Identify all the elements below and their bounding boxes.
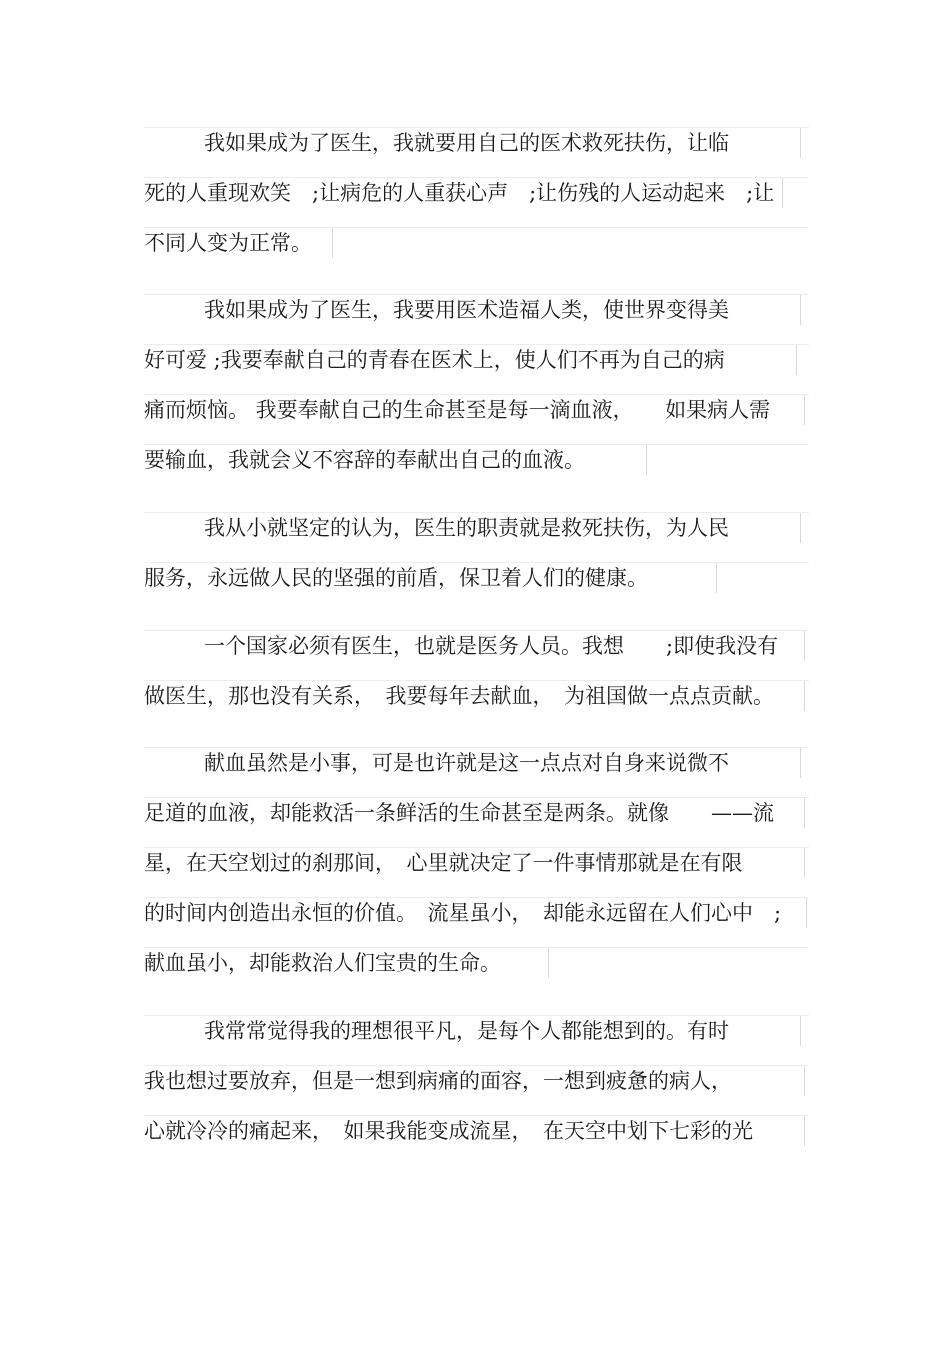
cell-divider [716, 563, 717, 593]
paragraph-4 [144, 630, 809, 730]
cell-divider [646, 445, 647, 475]
text-line [144, 344, 809, 394]
cell-divider [804, 1066, 805, 1096]
text-line [144, 1065, 809, 1115]
line-text: 痛而烦恼。 我要奉献自己的生命甚至是每一滴血液， 如果病人需 [144, 398, 771, 422]
cell-divider [804, 681, 805, 711]
cell-divider [800, 1016, 801, 1046]
text-line [144, 897, 809, 947]
line-text: 我从小就坚定的认为，医生的职责就是救死扶伤，为人民 [204, 516, 729, 540]
text-line [144, 227, 809, 277]
line-text: 一个国家必须有医生，也就是医务人员。我想 ;即使我没有 [204, 634, 779, 658]
paragraph-1 [144, 127, 809, 277]
cell-divider [804, 848, 805, 878]
cell-divider [332, 228, 333, 258]
cell-divider [796, 345, 797, 375]
cell-divider [800, 748, 801, 778]
line-text: 要输血，我就会义不容辞的奉献出自己的血液。 [144, 448, 585, 472]
line-text: 献血虽小，却能救治人们宝贵的生命。 [144, 951, 501, 975]
cell-divider [806, 898, 807, 928]
line-text: 献血虽然是小事，可是也许就是这一点点对自身来说微不 [204, 751, 729, 775]
line-text: 星，在天空划过的刹那间， 心里就决定了一件事情那就是在有限 [144, 851, 743, 875]
cell-divider [804, 631, 805, 661]
line-text: 心就冷冷的痛起来， 如果我能变成流星， 在天空中划下七彩的光 [144, 1119, 753, 1143]
text-line [144, 294, 809, 344]
text-line [144, 747, 809, 797]
line-text: 的时间内创造出永恒的价值。 流星虽小， 却能永远留在人们心中 ; [144, 901, 782, 925]
text-line [144, 680, 809, 730]
paragraph-5 [144, 747, 809, 997]
line-text: 死的人重现欢笑 ;让病危的人重获心声 ;让伤残的人运动起来 ;让 [144, 181, 775, 205]
cell-divider [800, 128, 801, 158]
cell-divider [804, 395, 805, 425]
cell-divider [800, 513, 801, 543]
text-line [144, 177, 809, 227]
text-line [144, 444, 809, 494]
line-text: 我常常觉得我的理想很平凡，是每个人都能想到的。有时 [204, 1019, 729, 1043]
text-line [144, 562, 809, 612]
line-text: 我如果成为了医生，我就要用自己的医术救死扶伤，让临 [204, 131, 729, 155]
cell-divider [548, 948, 549, 978]
paragraph-3 [144, 512, 809, 612]
cell-divider [804, 798, 805, 828]
text-line [144, 630, 809, 680]
line-text: 足道的血液，却能救活一条鲜活的生命甚至是两条。就像 ——流 [144, 801, 774, 825]
text-line [144, 127, 809, 177]
line-text: 好可爱 ;我要奉献自己的青春在医术上，使人们不再为自己的病 [144, 348, 725, 372]
line-text: 我也想过要放弃，但是一想到病痛的面容，一想到疲惫的病人， [144, 1069, 732, 1093]
line-text: 做医生，那也没有关系， 我要每年去献血， 为祖国做一点点贡献。 [144, 684, 774, 708]
cell-divider [782, 178, 783, 208]
line-text: 服务，永远做人民的坚强的前盾，保卫着人们的健康。 [144, 566, 648, 590]
text-line [144, 847, 809, 897]
cell-divider [800, 295, 801, 325]
text-line [144, 1015, 809, 1065]
text-line [144, 947, 809, 997]
text-line [144, 1115, 809, 1165]
text-line [144, 394, 809, 444]
line-text: 不同人变为正常。 [144, 231, 312, 255]
cell-divider [804, 1116, 805, 1146]
text-line [144, 797, 809, 847]
text-line [144, 512, 809, 562]
paragraph-2 [144, 294, 809, 494]
paragraph-6 [144, 1015, 809, 1165]
line-text: 我如果成为了医生，我要用医术造福人类，使世界变得美 [204, 298, 729, 322]
